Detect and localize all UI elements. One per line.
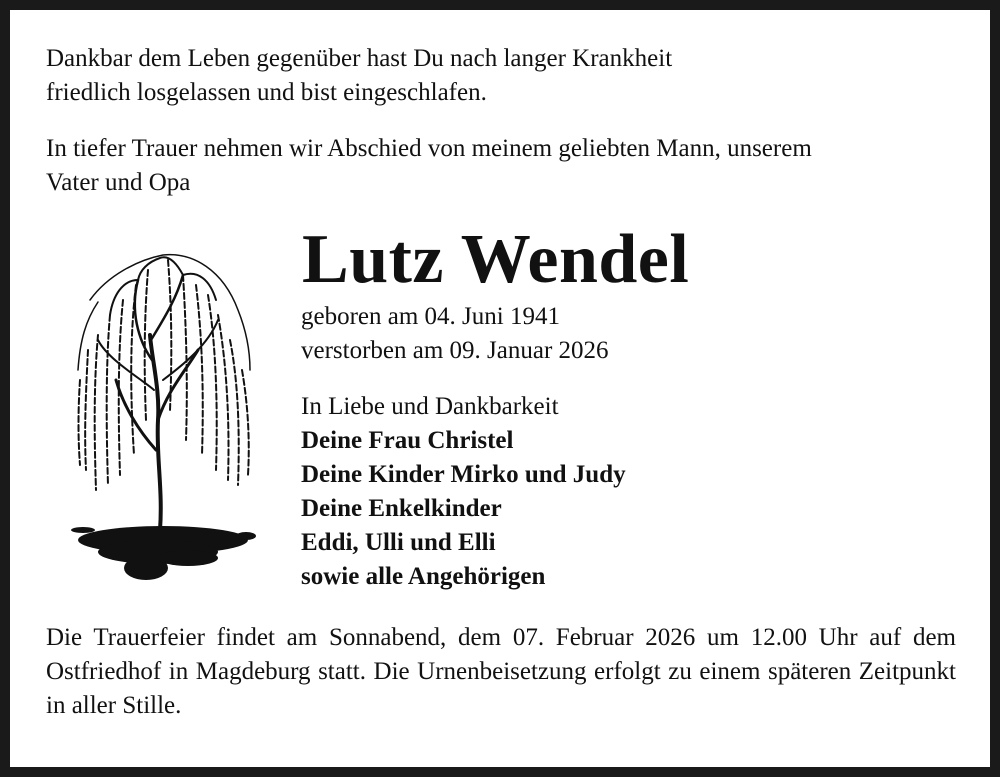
farewell-line: In tiefer Trauer nehmen wir Abschied von meinem geliebten Mann, unserem [46, 135, 812, 162]
weeping-willow-icon [68, 240, 258, 585]
intro-line: friedlich losgelassen und bist eingeschlafen. [46, 79, 487, 106]
deceased-name: Lutz Wendel [302, 221, 690, 298]
ceremony-line: Die Trauerfeier findet am Sonnabend, dem 07. Februar 2026 um 12.00 Uhr [46, 624, 858, 651]
mourner-line: sowie alle Angehörigen [301, 563, 546, 590]
ceremony-paragraph [46, 621, 956, 723]
mourner-line: Eddi, Ulli und Elli [301, 529, 496, 556]
mourners-block [301, 390, 626, 594]
life-dates [301, 300, 609, 368]
farewell-paragraph [46, 132, 812, 200]
death-date: verstorben am 09. Januar 2026 [301, 337, 609, 364]
farewell-line: Vater und Opa [46, 169, 191, 196]
mourner-line: Deine Frau Christel [301, 427, 514, 454]
mourner-line: Deine Enkelkinder [301, 495, 502, 522]
ceremony-line: auf dem Ostfriedhof in Magdeburg statt. Die Urnenbeisetzung erfolgt zu [46, 624, 956, 685]
intro-line: Dankbar dem Leben gegenüber hast Du nach langer Krankheit [46, 45, 673, 72]
mourners-intro: In Liebe und Dankbarkeit [301, 393, 559, 420]
intro-paragraph [46, 42, 672, 110]
mourner-line: Deine Kinder Mirko und Judy [301, 461, 626, 488]
birth-date: geboren am 04. Juni 1941 [301, 303, 560, 330]
ceremony-line: einem späteren Zeitpunkt in aller Stille. [46, 658, 956, 719]
